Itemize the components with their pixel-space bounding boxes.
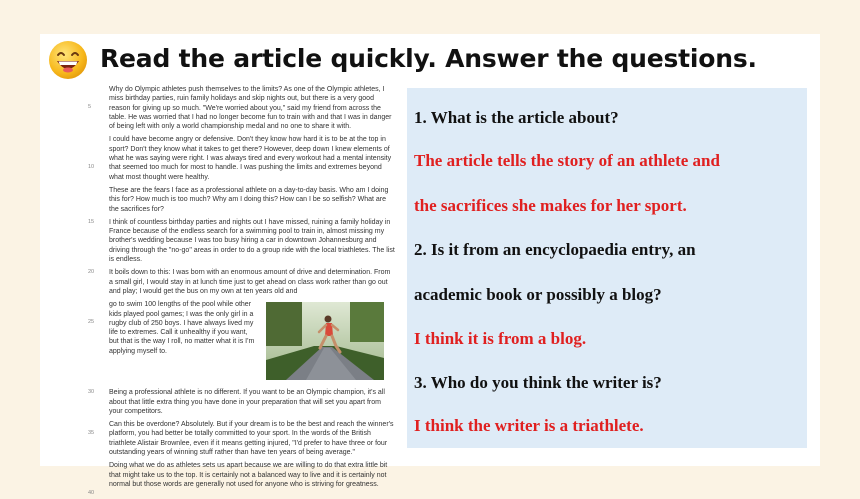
question-1: 1. What is the article about? [414,108,619,127]
paragraph-text: I could have become angry or defensive. Don't they know how hard it is to be at the top in sport? Don't they know what it takes to get there? However, deep down I knew elements of what he was saying were right. I was always tired and every workout had a mental intensity that seemed too much for most to handle. I was pushing the limits and extremes beyond what most thought were healthy. [109,136,392,181]
question-3: 3. Who do you think the writer is? [414,373,662,392]
paragraph-text: go to swim 100 lengths of the pool while other kids played pool games; I was the only girl in a rugby club of 250 boys. I have always lived my life to extremes. Call it unhealthy if you want, but that is the way I roll, no matter what it is I'm applying myself to. [109,301,255,355]
article-paragraph [88,461,396,497]
paragraph-text: I think of countless birthday parties and nights out I have missed, ruining a family holiday in France because of the endless search for a swimming pool to train in, almost missing my brother's wedding because I was too busy hiring a car in downtown Johannesburg and driving through the "no-go" areas in order to do a group ride with the local triathletes. The list is endless. [109,218,395,264]
line-number: 35 [88,430,95,437]
answer-2: I think it is from a blog. [414,329,587,348]
line-number: 20 [88,269,95,276]
paragraph-text: Why do Olympic athletes push themselves to the limits? As one of the Olympic athletes, I miss birthday parties, ruin family holidays and skip nights out, but there is a very good reason for giving up so much. "We're worried about you," said my friend from across the table. He was worried that I had no longer become fun to train with and that I was in danger of being left with only a world championship medal and no one to share it with. [109,86,392,131]
questions-panel [407,88,807,448]
question-2-line-2: academic book or possibly a blog? [414,285,662,304]
paragraph-text: These are the fears I face as a professional athlete on a day-to-day basis. Who am I doing this for? How much is too much? Why am I doing this? How can I be so selfish? What are the sacrifices for? [109,186,389,213]
line-number: 40 [88,490,95,497]
runner-photo [266,302,384,380]
paragraph-text: Doing what we do as athletes sets us apart because we are willing to do that extra little bit that might take us to the top. It is certainly not a balanced way to live and it is certainly not normal but those words are generally not used for anyone who is striving for greatness. [109,462,388,488]
article-paragraph [88,268,396,296]
answer-1-line-2: the sacrifices she makes for her sport. [414,196,687,215]
grinning-face-icon [48,40,88,80]
line-number: 30 [88,389,95,396]
line-number: 25 [88,319,95,326]
article-paragraph [88,85,396,131]
paragraph-text: Can this be overdone? Absolutely. But if your dream is to be the best and reach the winner's platform, you had better be totally committed to your sport. In the words of the British triathlete Alistair Brownlee, even if it means getting injured, "I'd prefer to have three or four outstanding years of winning stuff rather than have ten years of being average." [109,421,394,457]
paragraph-text: Being a professional athlete is no different. If you want to be an Olympic champion, it's all about that little extra thing you have done in your preparation that will set you apart from your competitors. [109,389,385,415]
article-paragraph [88,420,396,457]
question-2-line-1: 2. Is it from an encyclopaedia entry, an [414,240,696,259]
line-number: 10 [88,164,95,171]
line-number: 15 [88,218,95,225]
article-image-block [88,300,396,384]
article-paragraph [88,388,396,416]
answer-3: I think the writer is a triathlete. [414,416,644,435]
page-title: Read the article quickly. Answer the questions. [100,44,757,73]
answer-1-line-1: The article tells the story of an athlete and [414,151,720,170]
article-paragraph [88,300,259,356]
paragraph-text: It boils down to this: I was born with an enormous amount of drive and determination. From a small girl, I would stay in at lunch time just to get ahead on class work rather than go out and play; I would get the bus on my own at ten years old and [109,269,391,295]
article-text [88,85,396,497]
article-paragraph [88,218,396,264]
article-paragraph [88,135,396,181]
line-number: 5 [88,104,92,110]
article-paragraph [88,186,396,214]
